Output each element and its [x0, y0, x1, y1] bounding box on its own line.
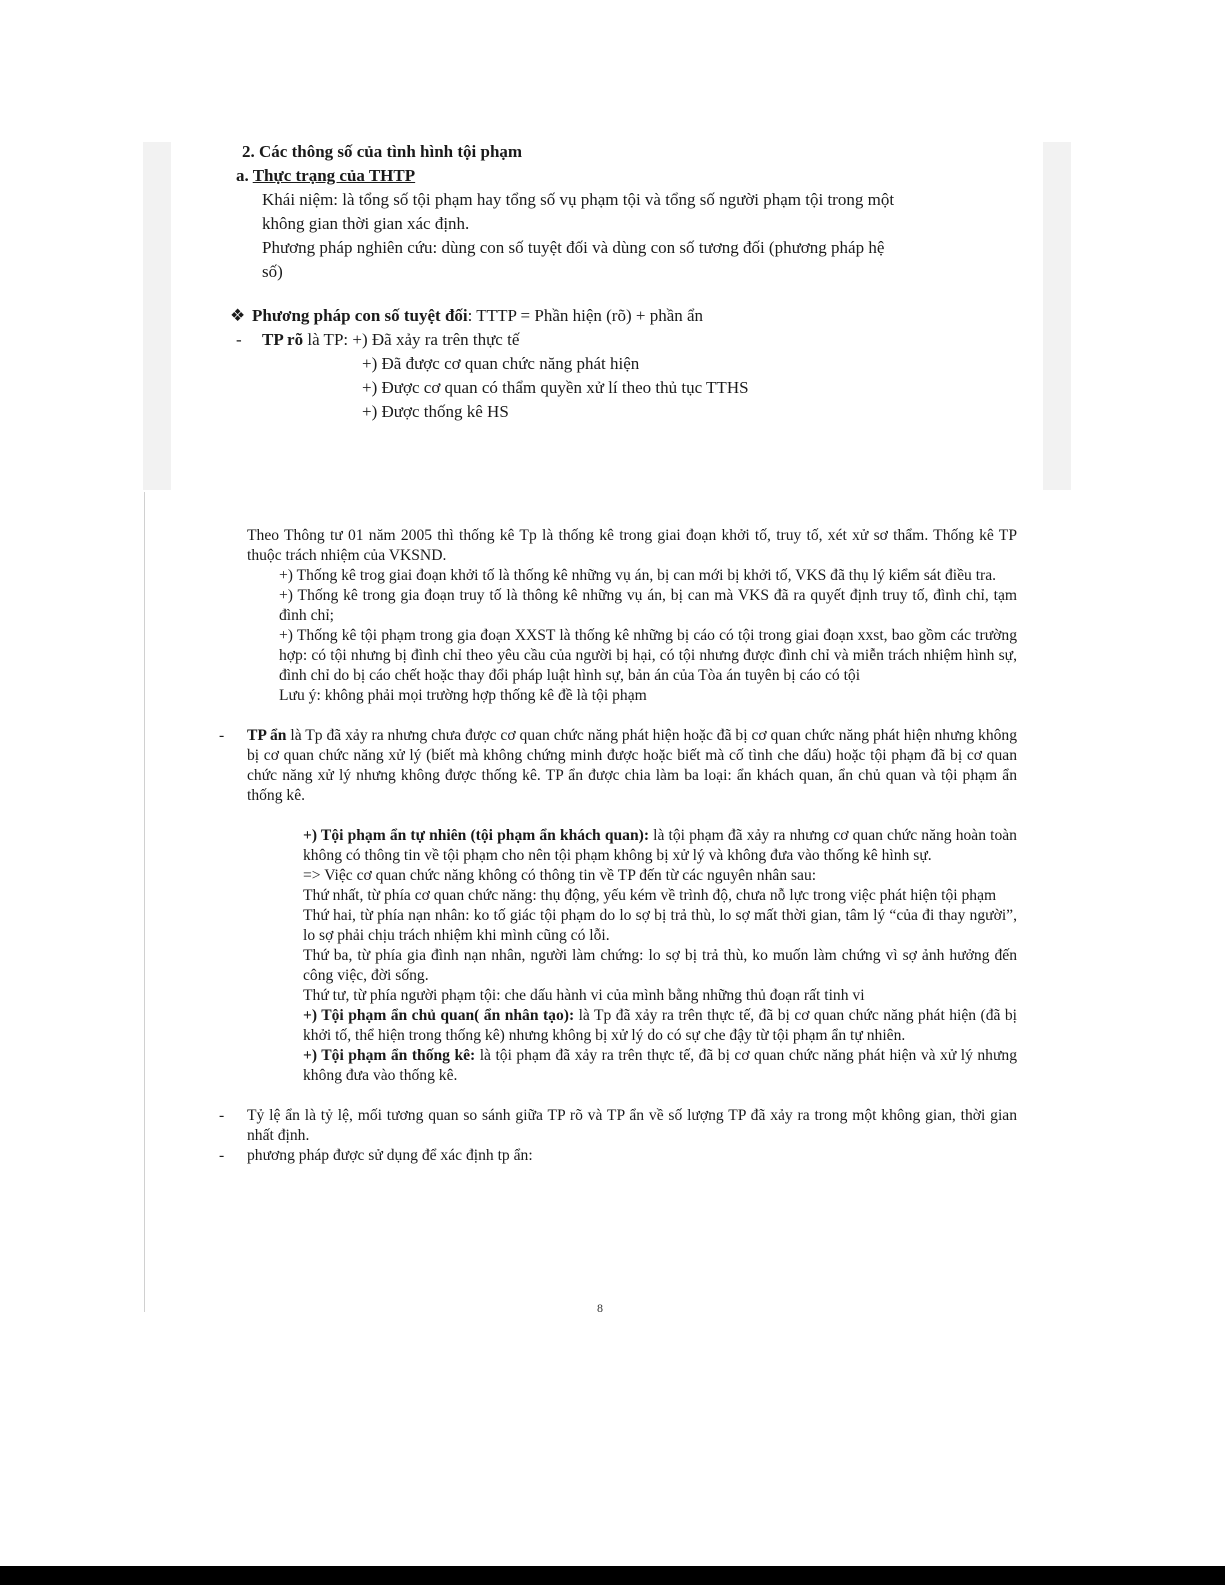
subjective-hidden-label: +) Tội phạm ẩn chủ quan( ẩn nhân tạo): [303, 1007, 575, 1024]
page-left-border [144, 492, 145, 1312]
dash-bullet: - [219, 1107, 225, 1124]
stat-trial: +) Thống kê tội phạm trong gia đoạn XXST là thống kê những bị cáo có tội trong giai đoạn xxst, bao gồm các trường hợp: có tội nhưng bị đình chỉ theo yêu cầu của người bị hại, có tội nhưng được đình chỉ và miễn trách nhiệm hình sự, đình chỉ do bị cáo chết hoặc thay đổi pháp luật hình sự, bản án của Tòa án tuyên bị cáo có tội [279, 627, 1017, 684]
spacer [247, 1086, 1017, 1106]
tp-an-definition: là Tp đã xảy ra nhưng chưa được cơ quan chức năng phát hiện hoặc đã bị cơ quan chức năng phát hiện nhưng không bị cơ quan chức năng xử lý (biết mà không chứng minh được hoặc biết mà cố tình che dấu) hoặc tội phạm đã bị cơ quan chức năng xử lý nhưng không được thống kê. TP ẩn được chia làm ba loại: ẩn khách quan, ẩn chủ quan và tội phạm ẩn thống kê. [247, 727, 1018, 804]
methods-text: phương pháp được sử dụng để xác định tp ẩn: [247, 1147, 533, 1164]
top-section [230, 140, 990, 424]
page-number: 8 [597, 1302, 603, 1314]
spacer [230, 284, 990, 304]
reason-2: Thứ hai, từ phía nạn nhân: ko tố giác tội phạm do lo sợ bị trả thù, lo sợ mất thời gian, tâm lý “của đi thay người”, lo sợ phải chịu trách nhiệm khi mình cũng có lỗi. [303, 907, 1017, 944]
note-line: Lưu ý: không phải mọi trường hợp thống kê đề là tội phạm [279, 687, 647, 704]
spacer [247, 706, 1017, 726]
absolute-method-line [230, 304, 990, 328]
stat-prosecution-start: +) Thống kê trog giai đoạn khởi tố là thống kê những vụ án, bị can mới bị khởi tố, VKS đã thụ lý kiểm sát điều tra. [279, 567, 997, 584]
natural-hidden-definition: là tội phạm đã xảy ra nhưng cơ quan chức năng hoàn toàn không có thông tin về tội phạm cho nên tội phạm không bị xử lý và không đưa vào thống kê hình sự. [303, 827, 1017, 864]
stat-indictment: +) Thống kê trong gia đoạn truy tố là thông kê những vụ án, bị can mà VKS đã ra quyết định truy tố, đình chỉ, tạm đình chỉ; [279, 587, 1017, 624]
right-margin-panel [1043, 142, 1071, 490]
subjective-hidden-crime [247, 1006, 1017, 1046]
subsection-title: Thực trạng của THTP [252, 166, 416, 185]
tp-ro-definition: là TP: +) Đã xảy ra trên thực tế [303, 330, 520, 349]
subsection-marker: a. [236, 166, 249, 185]
left-margin-panel [143, 142, 171, 490]
method-line-2: số) [262, 262, 283, 281]
dash-bullet: - [219, 727, 225, 744]
tp-ro-label: TP rõ [262, 330, 304, 349]
tp-ro-item: +) Đã được cơ quan chức năng phát hiện [362, 354, 640, 373]
absolute-method-formula: : TTTP = Phần hiện (rõ) + phần ẩn [467, 306, 704, 325]
natural-hidden-label: +) Tội phạm ẩn tự nhiên (tội phạm ẩn khách quan): [303, 827, 650, 844]
reason-4: Thứ tư, từ phía người phạm tội: che dấu hành vi của mình bằng những thủ đoạn rất tinh vi [303, 987, 865, 1004]
bottom-black-bar [0, 1566, 1225, 1585]
hidden-ratio-paragraph [219, 1106, 1017, 1146]
method-line-1: Phương pháp nghiên cứu: dùng con số tuyệt đối và dùng con số tương đối (phương pháp hệ [262, 238, 885, 257]
dash-bullet: - [219, 1147, 225, 1164]
statistical-hidden-label: +) Tội phạm ẩn thống kê: [303, 1047, 476, 1064]
subjective-hidden-definition: là Tp đã xảy ra trên thực tế, đã bị cơ quan chức năng phát hiện (đã bị khởi tố, thể hiện trong thống kê) nhưng không bị xử lý do có sự che đậy từ tội phạm ẩn tự nhiên. [303, 1007, 1017, 1044]
subsection-heading [230, 164, 990, 188]
reason-1: Thứ nhất, từ phía cơ quan chức năng: thụ động, yếu kém về trình độ, chưa nỗ lực trong việc phát hiện tội phạm [303, 887, 997, 904]
concept-line-2: không gian thời gian xác định. [262, 214, 470, 233]
methods-paragraph [219, 1146, 1017, 1166]
absolute-method-label: Phương pháp con số tuyệt đối [252, 306, 468, 325]
tp-an-label: TP ẩn [247, 727, 287, 744]
diamond-bullet-icon: ❖ [230, 306, 246, 325]
dash-bullet: - [236, 330, 242, 349]
tp-ro-item: +) Được thống kê HS [362, 402, 509, 421]
reasons-intro: => Việc cơ quan chức năng không có thông tin về TP đến từ các nguyên nhân sau: [303, 867, 817, 884]
hidden-ratio-text: Tỷ lệ ẩn là tỷ lệ, mối tương quan so sánh giữa TP rõ và TP ẩn về số lượng TP đã xảy ra trong một không gian, thời gian nhất định. [247, 1107, 1017, 1144]
tp-ro-item: +) Được cơ quan có thẩm quyền xử lí theo thủ tục TTHS [362, 378, 749, 397]
concept-line-1: Khái niệm: là tổng số tội phạm hay tổng số vụ phạm tội và tổng số người phạm tội trong một [262, 190, 895, 209]
statistical-hidden-crime [247, 1046, 1017, 1086]
circular-paragraph: Theo Thông tư 01 năm 2005 thì thống kê Tp là thống kê trong giai đoạn khởi tố, truy tố, xét xử sơ thẩm. Thống kê TP thuộc trách nhiệm của VKSND. [247, 527, 1017, 564]
bottom-section [219, 526, 1018, 1166]
statistical-hidden-definition: là tội phạm đã xảy ra trên thực tế, đã bị cơ quan chức năng phát hiện và xử lý nhưng không đưa vào thống kê. [303, 1047, 1017, 1084]
reason-3: Thứ ba, từ phía gia đình nạn nhân, người làm chứng: lo sợ bị trả thù, ko muốn làm chứng vì sợ ảnh hưởng đến công việc, đời sống. [303, 947, 1017, 984]
natural-hidden-crime [247, 826, 1017, 866]
section-heading: 2. Các thông số của tình hình tội phạm [242, 142, 523, 161]
tp-an-paragraph [219, 726, 1018, 806]
tp-ro-line [230, 328, 990, 352]
spacer [247, 806, 1017, 826]
